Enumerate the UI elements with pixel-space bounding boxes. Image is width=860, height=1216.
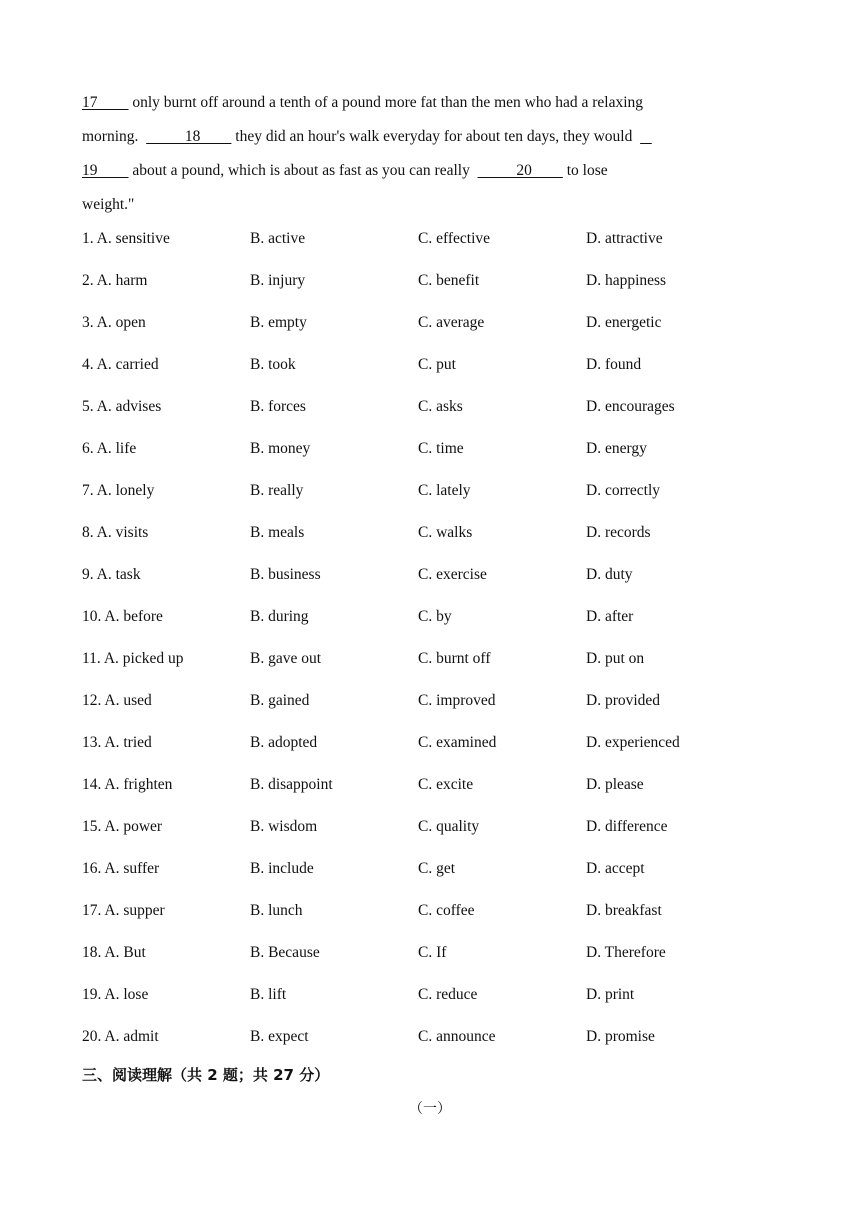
blank-19: 19	[82, 162, 129, 179]
option-a: A. lose	[104, 986, 149, 1003]
option-c: C. excite	[418, 776, 474, 793]
question-row	[82, 729, 782, 771]
question-number-and-option-a	[82, 981, 148, 1009]
question-number-and-option-a	[82, 225, 170, 253]
option-d: D. found	[586, 356, 642, 373]
question-row	[82, 855, 782, 897]
passage-text: weight."	[82, 196, 135, 213]
question-row	[82, 267, 782, 309]
question-number-and-option-a	[82, 939, 146, 967]
option-c: C. announce	[418, 1028, 496, 1045]
option-b: B. lift	[250, 986, 287, 1003]
question-number-and-option-a	[82, 729, 152, 757]
option-c: C. effective	[418, 230, 491, 247]
question-number: 4.	[82, 356, 94, 373]
option-d: D. breakfast	[586, 902, 662, 919]
question-number: 5.	[82, 398, 94, 415]
option-a: A. advises	[96, 398, 162, 415]
option-c: C. average	[418, 314, 485, 331]
option-c: C. improved	[418, 692, 496, 709]
question-row	[82, 561, 782, 603]
option-b: B. lunch	[250, 902, 303, 919]
question-number: 1.	[82, 230, 94, 247]
answer-options-list	[82, 225, 782, 1065]
option-a: A. visits	[96, 524, 149, 541]
question-row	[82, 393, 782, 435]
question-row	[82, 771, 782, 813]
option-a: A. power	[104, 818, 163, 835]
question-number: 20.	[82, 1028, 102, 1045]
question-number-and-option-a	[82, 309, 146, 337]
question-number-and-option-a	[82, 603, 163, 631]
question-row	[82, 687, 782, 729]
option-a: A. lonely	[96, 482, 155, 499]
question-number: 17.	[82, 902, 102, 919]
option-b: B. wisdom	[250, 818, 318, 835]
question-number-and-option-a	[82, 1023, 159, 1051]
question-number-and-option-a	[82, 687, 152, 715]
option-b: B. disappoint	[250, 776, 333, 793]
option-a: A. suffer	[104, 860, 160, 877]
option-d: D. accept	[586, 860, 645, 877]
option-d: D. experienced	[586, 734, 680, 751]
option-c: C. asks	[418, 398, 463, 415]
option-d: D. energetic	[586, 314, 662, 331]
question-number-and-option-a	[82, 897, 165, 925]
question-number-and-option-a	[82, 267, 147, 295]
question-number: 15.	[82, 818, 102, 835]
option-c: C. put	[418, 356, 456, 373]
question-row	[82, 981, 782, 1023]
option-c: C. If	[418, 944, 447, 961]
option-d: D. correctly	[586, 482, 661, 499]
cloze-passage	[82, 86, 782, 222]
passage-text: morning.	[82, 128, 147, 145]
option-b: B. meals	[250, 524, 305, 541]
question-number: 13.	[82, 734, 102, 751]
passage-text: they did an hour's walk everyday for about ten days, they would	[231, 128, 641, 145]
blank-18: 18	[146, 128, 232, 145]
question-number: 18.	[82, 944, 102, 961]
option-b: B. gained	[250, 692, 310, 709]
option-d: D. put on	[586, 650, 645, 667]
option-d: D. happiness	[586, 272, 667, 289]
blank-20: 20	[477, 162, 563, 179]
option-d: D. please	[586, 776, 644, 793]
option-c: C. walks	[418, 524, 473, 541]
option-a: A. picked up	[103, 650, 184, 667]
question-number: 10.	[82, 608, 102, 625]
option-c: C. reduce	[418, 986, 478, 1003]
option-c: C. exercise	[418, 566, 487, 583]
option-a: A. admit	[104, 1028, 159, 1045]
option-c: C. quality	[418, 818, 480, 835]
option-c: C. time	[418, 440, 464, 457]
question-number-and-option-a	[82, 561, 141, 589]
option-c: C. coffee	[418, 902, 475, 919]
option-b: B. empty	[250, 314, 307, 331]
option-c: C. benefit	[418, 272, 480, 289]
option-b: B. include	[250, 860, 314, 877]
passage-line-3	[82, 154, 782, 188]
question-row	[82, 645, 782, 687]
option-a: A. open	[96, 314, 146, 331]
option-c: C. examined	[418, 734, 497, 751]
option-b: B. took	[250, 356, 296, 373]
passage-text: only burnt off around a tenth of a pound more fat than the men who had a relaxing	[128, 94, 644, 111]
passage-text: to lose	[562, 162, 608, 179]
option-a: A. task	[96, 566, 141, 583]
option-a: A. before	[104, 608, 163, 625]
option-a: A. sensitive	[96, 230, 170, 247]
option-a: A. supper	[104, 902, 165, 919]
question-row	[82, 939, 782, 981]
passage-text: about a pound, which is about as fast as you can really	[128, 162, 478, 179]
option-b: B. money	[250, 440, 311, 457]
option-b: B. forces	[250, 398, 306, 415]
question-number-and-option-a	[82, 855, 159, 883]
question-row	[82, 309, 782, 351]
option-d: D. duty	[586, 566, 633, 583]
option-a: A. But	[104, 944, 146, 961]
question-number: 6.	[82, 440, 94, 457]
question-number-and-option-a	[82, 519, 148, 547]
blank-17: 17	[82, 94, 129, 111]
section-heading: 三、阅读理解（共 2 题；共 27 分）	[82, 1066, 330, 1084]
option-d: D. energy	[586, 440, 647, 457]
option-d: D. promise	[586, 1028, 655, 1045]
option-a: A. used	[104, 692, 152, 709]
option-b: B. injury	[250, 272, 306, 289]
question-number-and-option-a	[82, 771, 172, 799]
option-b: B. expect	[250, 1028, 309, 1045]
question-row	[82, 603, 782, 645]
question-number: 11.	[82, 650, 101, 667]
section-subheading: （一）	[409, 1101, 451, 1117]
question-row	[82, 897, 782, 939]
question-row	[82, 351, 782, 393]
question-row	[82, 477, 782, 519]
question-number: 14.	[82, 776, 102, 793]
option-d: D. encourages	[586, 398, 675, 415]
option-c: C. burnt off	[418, 650, 491, 667]
question-row	[82, 1023, 782, 1065]
question-row	[82, 435, 782, 477]
option-a: A. carried	[96, 356, 159, 373]
question-number-and-option-a	[82, 351, 159, 379]
option-b: B. business	[250, 566, 321, 583]
question-number: 2.	[82, 272, 94, 289]
option-a: A. life	[96, 440, 137, 457]
question-number-and-option-a	[82, 645, 183, 673]
option-d: D. provided	[586, 692, 661, 709]
option-a: A. harm	[96, 272, 148, 289]
option-d: D. attractive	[586, 230, 663, 247]
option-b: B. adopted	[250, 734, 318, 751]
passage-line-1	[82, 86, 782, 120]
option-b: B. during	[250, 608, 309, 625]
option-b: B. Because	[250, 944, 320, 961]
question-number: 19.	[82, 986, 102, 1003]
question-number-and-option-a	[82, 435, 136, 463]
question-row	[82, 519, 782, 561]
option-d: D. Therefore	[586, 944, 666, 961]
option-a: A. tried	[104, 734, 152, 751]
option-d: D. difference	[586, 818, 668, 835]
option-b: B. gave out	[250, 650, 322, 667]
option-d: D. print	[586, 986, 635, 1003]
question-row	[82, 813, 782, 855]
passage-line-2	[82, 120, 782, 154]
option-c: C. get	[418, 860, 456, 877]
question-number-and-option-a	[82, 477, 154, 505]
option-c: C. lately	[418, 482, 471, 499]
question-number-and-option-a	[82, 813, 162, 841]
question-number: 8.	[82, 524, 94, 541]
question-number: 9.	[82, 566, 94, 583]
option-b: B. really	[250, 482, 304, 499]
question-row	[82, 225, 782, 267]
question-number: 7.	[82, 482, 94, 499]
question-number: 16.	[82, 860, 102, 877]
passage-line-4	[82, 188, 782, 222]
option-d: D. after	[586, 608, 634, 625]
option-c: C. by	[418, 608, 452, 625]
option-b: B. active	[250, 230, 306, 247]
blank-19-start	[640, 128, 652, 145]
option-d: D. records	[586, 524, 651, 541]
option-a: A. frighten	[104, 776, 173, 793]
question-number-and-option-a	[82, 393, 161, 421]
question-number: 3.	[82, 314, 94, 331]
question-number: 12.	[82, 692, 102, 709]
